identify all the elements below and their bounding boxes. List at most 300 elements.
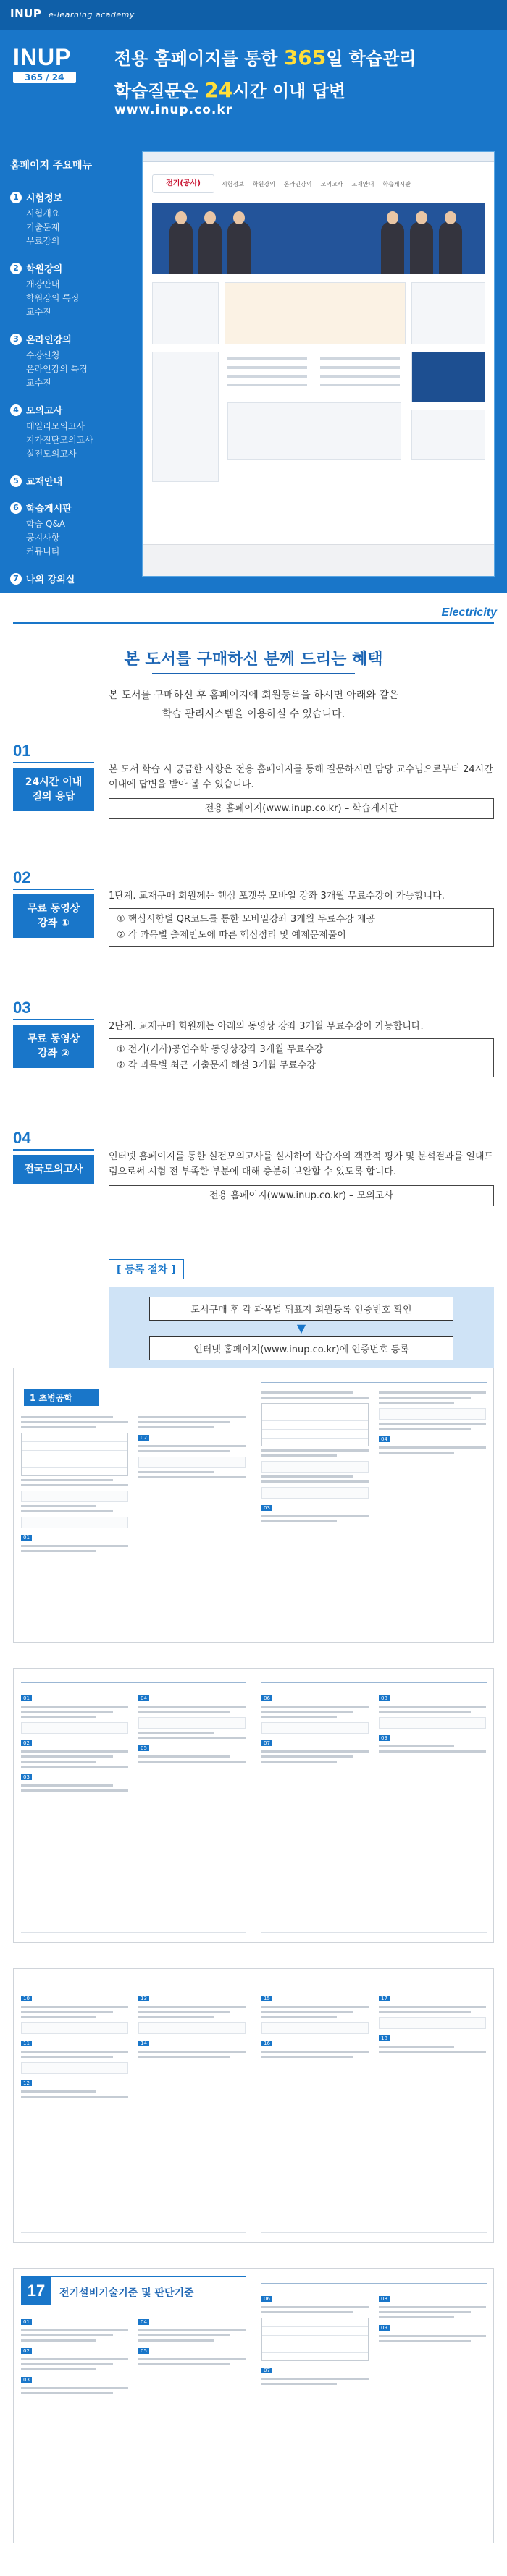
page-column — [138, 1413, 246, 1478]
menu-group-title[interactable] — [10, 474, 126, 488]
homepage-screenshot — [142, 151, 495, 577]
text-line — [138, 1450, 230, 1452]
benefit-label — [13, 768, 94, 811]
site-text-line — [320, 366, 400, 369]
benefit-list — [109, 1038, 494, 1077]
text-line — [261, 1716, 337, 1718]
book-page — [254, 1969, 494, 2242]
text-line — [21, 1755, 113, 1758]
site-text-line — [320, 357, 400, 360]
menu-group-online — [10, 332, 126, 390]
question-number: 09 — [379, 2325, 390, 2331]
benefit-number: 01 — [13, 742, 94, 763]
text-line — [21, 2051, 128, 2053]
menu-item[interactable]: 수강신청 — [26, 350, 60, 360]
site-text-line — [320, 375, 400, 378]
text-line — [21, 2090, 96, 2093]
benefit-body — [109, 762, 494, 819]
text-line — [21, 1484, 128, 1486]
page-column — [261, 1689, 369, 1763]
page-footer — [21, 1932, 246, 1938]
site-logo[interactable]: 전기(공사) — [152, 174, 214, 193]
logo-text: INUP — [13, 44, 72, 70]
text-line — [21, 1416, 113, 1418]
site-nav-item[interactable]: 모의고사 — [320, 180, 343, 187]
benefit-body — [109, 889, 494, 947]
text-line — [379, 1750, 486, 1753]
headline — [114, 42, 491, 107]
book-page — [14, 1669, 254, 1942]
headline-1-b: 일 학습관리 — [326, 48, 416, 69]
page-column — [21, 1989, 128, 2098]
site-nav-items — [222, 180, 419, 188]
title-underline — [152, 673, 355, 674]
question-number: 01 — [21, 1535, 32, 1541]
menu-item[interactable]: 교수진 — [26, 307, 51, 317]
question-number: 03 — [21, 1774, 32, 1780]
menu-group-label: 시험정보 — [26, 193, 63, 204]
text-line — [21, 1510, 113, 1512]
site-nav-item[interactable]: 온라인강의 — [283, 180, 312, 187]
benefit-badge — [13, 868, 100, 938]
book-spread-2 — [13, 1668, 494, 1943]
question-number: 02 — [138, 1435, 149, 1441]
text-line — [21, 2387, 128, 2389]
text-line — [379, 1745, 454, 1747]
menu-item[interactable]: 실전모의고사 — [26, 449, 77, 459]
text-line — [261, 1711, 353, 1713]
text-line — [138, 2358, 246, 2360]
text-line — [261, 1449, 369, 1452]
menu-group-title[interactable] — [10, 403, 126, 417]
page-column — [379, 1689, 486, 1753]
text-line — [261, 1761, 337, 1763]
instructor-photo — [410, 221, 433, 274]
text-line — [261, 1520, 337, 1522]
formula-box — [379, 1717, 486, 1729]
benefits-intro — [80, 686, 427, 724]
page-column — [261, 1989, 369, 2058]
site-nav-item[interactable]: 시험정보 — [222, 180, 244, 187]
page-header — [261, 1975, 487, 1983]
site-text-line — [320, 384, 400, 386]
text-line — [261, 2011, 353, 2013]
benefit-list — [109, 908, 494, 947]
brand-bar — [0, 0, 507, 30]
browser-bar — [143, 152, 494, 162]
text-line — [138, 1761, 246, 1763]
book-page — [254, 2269, 494, 2543]
text-line — [379, 2306, 486, 2308]
text-line — [21, 2006, 128, 2008]
text-line — [261, 1391, 353, 1394]
menu-group-label: 학원강의 — [26, 264, 63, 275]
menu-title: 홈페이지 주요메뉴 — [10, 158, 126, 177]
menu-item[interactable]: 무료강의 — [26, 236, 60, 246]
benefit-label-line: 무료 동영상 — [27, 903, 80, 915]
text-line — [138, 2006, 246, 2008]
menu-number: 4 — [10, 404, 22, 416]
text-line — [21, 2339, 96, 2342]
page-column — [138, 1989, 246, 2058]
site-left-panel — [152, 352, 219, 482]
menu-group-mock-exam — [10, 403, 126, 461]
page-column — [261, 1389, 369, 1522]
instructor-photo — [198, 221, 222, 274]
menu-group-label: 나의 강의실 — [26, 575, 75, 585]
question-number: 02 — [21, 1740, 32, 1746]
text-line — [21, 2334, 113, 2336]
page-footer — [261, 2232, 487, 2238]
question-number: 08 — [379, 2296, 390, 2302]
question-number: 17 — [379, 1996, 390, 2001]
registration-step-1: 도서구매 후 각 과목별 뒤표지 회원등록 인증번호 확인 — [149, 1297, 453, 1321]
chapter-number: 17 — [22, 2277, 51, 2305]
menu-item[interactable]: 지가진단모의고사 — [26, 435, 93, 445]
benefit-text: 본 도서 학습 시 궁금한 사항은 전용 홈페이지를 통해 질문하시면 담당 교수님으로부터 24시간 이내에 답변을 받아 볼 수 있습니다. — [109, 764, 493, 790]
question-number: 14 — [138, 2041, 149, 2046]
benefit-number: 03 — [13, 999, 94, 1020]
text-line — [21, 2011, 113, 2013]
benefit-label — [13, 894, 94, 938]
text-line — [21, 1711, 113, 1713]
question-number: 01 — [21, 2319, 32, 2325]
site-content-row — [152, 282, 485, 344]
site-promo-panel — [225, 282, 406, 344]
benefits-title: 본 도서를 구매하신 분께 드리는 혜택 — [124, 651, 383, 669]
text-line — [379, 2046, 454, 2048]
benefit-text: 인터넷 홈페이지를 통한 실전모의고사를 실시하여 학습자의 객관적 평가 및 분석결과를 일대드럼으로써 시험 전 부족한 부분에 대해 충분히 보완할 수 있도록 합니다. — [109, 1151, 494, 1177]
logo-badge: 365 / 24 — [13, 72, 76, 83]
formula-box — [138, 2022, 246, 2034]
page-column — [379, 1989, 486, 2053]
question-number: 16 — [261, 2041, 272, 2046]
text-line — [261, 1397, 369, 1399]
headline-2-highlight: 24 — [204, 78, 233, 102]
intro-line-2: 학습 관리시스템을 이용하실 수 있습니다. — [162, 708, 345, 720]
text-line — [379, 1446, 486, 1449]
menu-number: 1 — [10, 192, 22, 203]
text-line — [379, 2051, 486, 2053]
question-number: 06 — [261, 1695, 272, 1701]
text-line — [261, 2311, 353, 2313]
page-footer — [21, 2232, 246, 2238]
formula-box — [21, 2022, 128, 2034]
text-line — [21, 2056, 113, 2058]
menu-group-label: 모의고사 — [26, 406, 63, 417]
text-line — [379, 1428, 471, 1430]
question-number: 13 — [138, 1996, 149, 2001]
text-line — [138, 1471, 214, 1473]
text-line — [138, 1445, 246, 1447]
text-line — [261, 1480, 369, 1483]
question-number: 04 — [138, 2319, 149, 2325]
benefits-section — [0, 593, 507, 1353]
question-number: 12 — [21, 2080, 32, 2086]
benefit-label-line: 강좌 ② — [38, 1048, 70, 1059]
headline-2-a: 학습질문은 — [114, 81, 205, 101]
page-header — [21, 1674, 246, 1683]
headline-2-b: 시간 이내 답변 — [232, 81, 346, 101]
text-line — [261, 1454, 337, 1457]
text-line — [21, 1545, 128, 1547]
promo-banner — [0, 0, 507, 593]
menu-group-label: 교재안내 — [26, 477, 63, 488]
book-page — [14, 1368, 254, 1642]
site-text-line — [227, 384, 307, 386]
section-tag: Electricity — [441, 606, 497, 619]
text-line — [261, 1750, 369, 1753]
site-nav-item[interactable]: 학원강의 — [252, 180, 275, 187]
menu-item[interactable]: 교수진 — [26, 378, 51, 388]
homepage-menu — [10, 158, 126, 598]
benefit-label-line: 전국모의고사 — [24, 1164, 83, 1175]
menu-item[interactable]: 공지사항 — [26, 533, 60, 543]
text-line — [21, 2016, 96, 2018]
book-spread-1 — [13, 1368, 494, 1643]
text-line — [138, 2011, 230, 2013]
benefit-body — [109, 1149, 494, 1206]
instructor-photo — [169, 221, 193, 274]
benefit-text: 1단계. 교재구매 회원께는 핵심 포켓북 모바일 강좌 3개월 무료수강이 가능합니다. — [109, 891, 445, 902]
formula-box — [261, 1722, 369, 1734]
text-line — [21, 1706, 128, 1708]
menu-group-title[interactable] — [10, 190, 126, 204]
benefit-badge — [13, 742, 100, 811]
text-line — [21, 1761, 96, 1763]
question-number: 04 — [379, 1436, 390, 1442]
benefit-text: 2단계. 교재구매 회원께는 아래의 동영상 강좌 3개월 무료수강이 가능합니다. — [109, 1021, 424, 1032]
text-line — [379, 1397, 471, 1399]
text-line — [379, 2311, 471, 2313]
question-number: 05 — [138, 1745, 149, 1751]
text-line — [138, 2016, 214, 2018]
headline-line-1 — [114, 42, 491, 75]
text-line — [21, 1550, 96, 1552]
formula-box — [379, 2017, 486, 2029]
site-nav — [152, 169, 485, 198]
text-line — [379, 1423, 486, 1425]
site-text-line — [227, 375, 307, 378]
page-column — [138, 2313, 246, 2365]
text-line — [379, 2316, 454, 2318]
page-header — [21, 1975, 246, 1983]
registration-flow — [109, 1287, 494, 1370]
text-line — [261, 2051, 369, 2053]
page-header — [261, 2275, 487, 2284]
benefit-link-box[interactable]: 전용 홈페이지(www.inup.co.kr) – 학습게시판 — [109, 798, 494, 819]
question-number: 06 — [261, 2296, 272, 2302]
benefit-label-line: 24시간 이내 — [25, 776, 83, 788]
text-line — [138, 1737, 246, 1739]
text-line — [379, 1706, 486, 1708]
text-line — [138, 1711, 230, 1713]
text-line — [21, 1766, 128, 1768]
site-nav-item[interactable]: 학습게시판 — [382, 180, 411, 187]
text-line — [21, 1789, 128, 1792]
page-footer — [261, 1632, 487, 1637]
registration-label: [ 등록 절차 ] — [109, 1259, 184, 1279]
question-number: 03 — [21, 2377, 32, 2383]
text-line — [261, 1706, 369, 1708]
menu-item[interactable]: 커뮤니티 — [26, 546, 60, 556]
page-column — [379, 1389, 486, 1454]
menu-group-title[interactable] — [10, 332, 126, 346]
data-table — [261, 2318, 369, 2361]
menu-item[interactable]: 온라인강의 특징 — [26, 364, 88, 374]
menu-number: 6 — [10, 502, 22, 514]
text-line — [21, 1421, 128, 1423]
question-number: 09 — [379, 1735, 390, 1741]
site-side-panel — [411, 410, 485, 460]
page-footer — [21, 1632, 246, 1637]
text-line — [261, 2056, 353, 2058]
menu-group-title[interactable] — [10, 501, 126, 514]
benefit-list-item: ② 각 과목별 최근 기출문제 해설 3개월 무료수강 — [117, 1060, 316, 1071]
book-page — [254, 1669, 494, 1942]
menu-group-label: 온라인강의 — [26, 335, 72, 346]
site-hero-banner — [152, 203, 485, 274]
formula-box — [261, 2022, 369, 2034]
text-line — [138, 2334, 230, 2336]
menu-group-my-classroom — [10, 572, 126, 585]
data-table — [261, 1403, 369, 1446]
text-line — [261, 2383, 337, 2385]
page-column — [21, 1413, 128, 1552]
benefit-label — [13, 1155, 94, 1184]
text-line — [21, 2358, 128, 2360]
menu-group-academy — [10, 261, 126, 319]
question-number: 07 — [261, 2368, 272, 2373]
question-number: 11 — [21, 2041, 32, 2046]
site-nav-item[interactable]: 교재안내 — [351, 180, 374, 187]
section-rule — [13, 622, 494, 624]
chapter-header — [21, 2276, 246, 2305]
site-sidebar-panel — [152, 282, 219, 344]
formula-box — [21, 1517, 128, 1528]
formula-box — [21, 2062, 128, 2074]
page-header — [261, 1674, 487, 1683]
text-line — [261, 2378, 369, 2380]
page-footer — [261, 2533, 487, 2538]
menu-group-exam-info — [10, 190, 126, 248]
text-line — [261, 2016, 337, 2018]
text-line — [138, 2056, 230, 2058]
question-number: 07 — [261, 1740, 272, 1746]
book-preview-section — [0, 1368, 507, 2576]
question-number: 01 — [21, 1695, 32, 1701]
book-page — [14, 2269, 254, 2543]
text-line — [379, 1402, 454, 1404]
menu-item[interactable]: 데일리모의고사 — [26, 421, 85, 431]
benefit-badge — [13, 999, 100, 1068]
site-banner-panel — [411, 352, 485, 402]
text-line — [138, 1706, 246, 1708]
menu-item[interactable]: 개강안내 — [26, 279, 60, 289]
homepage-url[interactable]: www.inup.co.kr — [114, 103, 233, 117]
site-text-line — [227, 366, 307, 369]
benefit-label-line: 질의 응답 — [32, 791, 75, 802]
question-number: 08 — [379, 1695, 390, 1701]
benefit-body — [109, 1019, 494, 1077]
menu-item[interactable]: 시험개요 — [26, 208, 60, 219]
text-line — [138, 1732, 214, 1734]
question-number: 10 — [21, 1996, 32, 2001]
text-line — [379, 2006, 486, 2008]
menu-group-title[interactable] — [10, 572, 126, 585]
text-line — [379, 2011, 471, 2013]
text-line — [138, 1416, 246, 1418]
text-line — [21, 1505, 96, 1507]
arrow-down-icon: ▼ — [296, 1321, 306, 1335]
formula-box — [261, 1487, 369, 1499]
page-header — [261, 1374, 487, 1383]
menu-number: 7 — [10, 573, 22, 585]
menu-number: 5 — [10, 475, 22, 487]
text-line — [21, 2392, 113, 2394]
text-line — [261, 2006, 369, 2008]
text-line — [261, 1475, 353, 1478]
formula-box — [138, 1717, 246, 1729]
brand-bar-subtitle: e-learning academy — [49, 10, 135, 20]
formula-box — [261, 1461, 369, 1473]
text-line — [379, 1711, 471, 1713]
book-page — [254, 1368, 494, 1642]
text-line — [21, 1784, 113, 1787]
benefit-label-line: 무료 동영상 — [27, 1033, 80, 1045]
registration-procedure — [109, 1259, 494, 1370]
text-line — [379, 2340, 471, 2342]
formula-box — [21, 1722, 128, 1734]
text-line — [21, 2363, 113, 2365]
page-column — [379, 2289, 486, 2342]
question-number: 03 — [261, 1505, 272, 1511]
instructor-photo — [439, 221, 462, 274]
text-line — [379, 1391, 486, 1394]
instructor-photo — [381, 221, 404, 274]
text-line — [138, 2329, 246, 2331]
text-line — [138, 2363, 230, 2365]
site-footer — [143, 544, 494, 576]
text-line — [379, 2335, 486, 2337]
menu-item[interactable]: 기출문제 — [26, 222, 60, 232]
headline-1-a: 전용 홈페이지를 통한 — [114, 48, 284, 69]
chapter-title: 전기설비기술기준 및 판단기준 — [59, 2287, 194, 2299]
text-line — [21, 1426, 96, 1428]
benefit-link-box[interactable]: 전용 홈페이지(www.inup.co.kr) – 모의고사 — [109, 1185, 494, 1206]
text-line — [21, 1479, 113, 1481]
brand-bar-title: INUP — [10, 7, 42, 20]
page-footer — [21, 2533, 246, 2538]
text-line — [261, 2306, 369, 2308]
question-number: 18 — [379, 2035, 390, 2041]
text-line — [138, 1421, 230, 1423]
text-line — [21, 2368, 96, 2370]
menu-item[interactable]: 학습 Q&A — [26, 519, 66, 529]
site-board-panel — [227, 402, 401, 460]
text-line — [261, 1515, 369, 1517]
page-footer — [261, 1932, 487, 1938]
menu-number: 3 — [10, 334, 22, 345]
formula-box — [21, 1491, 128, 1502]
registration-step-2[interactable]: 인터넷 홈페이지(www.inup.co.kr)에 인증번호 등록 — [149, 1336, 453, 1360]
site-content-row — [152, 352, 485, 414]
question-number: 05 — [138, 2348, 149, 2354]
menu-group-title[interactable] — [10, 261, 126, 275]
inup-logo — [13, 45, 85, 88]
menu-number: 2 — [10, 263, 22, 274]
menu-item[interactable]: 학원강의 특징 — [26, 293, 80, 303]
